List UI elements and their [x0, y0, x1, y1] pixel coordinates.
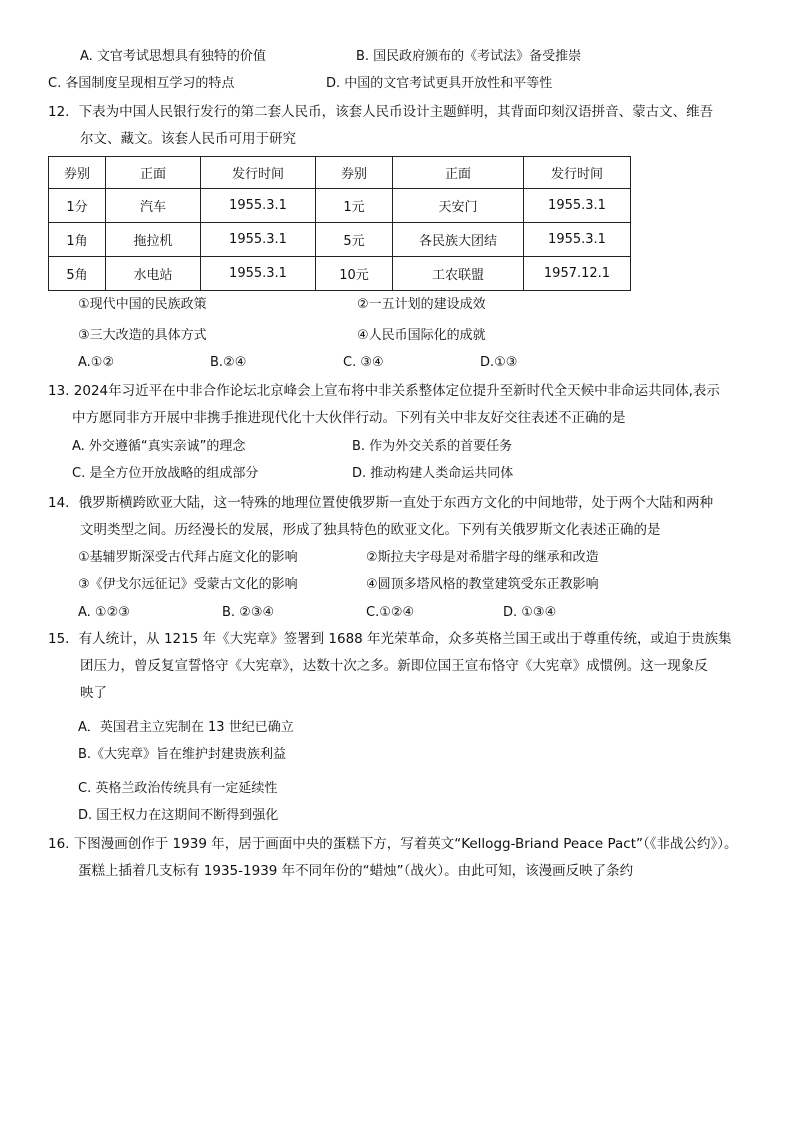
table-cell: 拖拉机 [106, 223, 201, 257]
q14-option-a: A. ①②③ [78, 605, 130, 620]
table-header-cell: 正面 [393, 157, 524, 189]
q11-option-a: A. 文官考试思想具有独特的价值 [80, 49, 266, 64]
q14-option-c: C.①②④ [366, 605, 415, 620]
table-cell: 1角 [49, 223, 106, 257]
table-header-cell: 券别 [49, 157, 106, 189]
q15-stem-line2: 团压力，曾反复宣誓恪守《大宪章》，达数十次之多。新即位国王宣布恪守《大宪章》成惯例。这一现象反 [80, 658, 708, 674]
q13-stem-line2: 中方愿同非方开展中非携手推进现代化十大伙伴行动。下列有关中非友好交往表述不正确的是 [72, 410, 626, 426]
table-cell: 1955.3.1 [524, 223, 631, 257]
q12-option-b: B.②④ [210, 355, 247, 370]
q14-stem-line2: 文明类型之间。历经漫长的发展，形成了独具特色的欧亚文化。下列有关俄罗斯文化表述正确的是 [80, 522, 661, 538]
q16-stem-line1: 16. 下图漫画创作于 1939 年，居于画面中央的蛋糕下方，写着英文“Kellogg-Briand Peace Pact”（《非战公约》）。 [48, 836, 738, 852]
q11-option-c: C. 各国制度呈现相互学习的特点 [48, 76, 235, 91]
q16-stem-line2: 蛋糕上插着几支标有 1935-1939 年不同年份的“蜡烛”（战火）。由此可知，该漫画反映了条约 [78, 863, 634, 879]
table-row [49, 223, 631, 257]
q14-item-3: ③《伊戈尔远征记》受蒙古文化的影响 [78, 577, 298, 592]
table-cell: 天安门 [393, 189, 524, 223]
q13-option-c: C. 是全方位开放战略的组成部分 [72, 466, 259, 481]
table-cell: 10元 [316, 257, 393, 291]
q11-option-d: D. 中国的文官考试更具开放性和平等性 [326, 76, 553, 91]
q13-option-d: D. 推动构建人类命运共同体 [352, 466, 514, 481]
q15-stem-line3: 映了 [80, 685, 107, 701]
q15-option-a: A．英国君主立宪制在 13 世纪已确立 [78, 720, 294, 735]
rmb-table [48, 156, 631, 291]
table-cell: 工农联盟 [393, 257, 524, 291]
q15-option-d: D. 国王权力在这期间不断得到强化 [78, 808, 279, 823]
table-cell: 1分 [49, 189, 106, 223]
table-cell: 5元 [316, 223, 393, 257]
q12-option-a: A.①② [78, 355, 115, 370]
table-header-cell: 正面 [106, 157, 201, 189]
table-cell: 1955.3.1 [524, 189, 631, 223]
q12-option-d: D.①③ [480, 355, 518, 370]
q14-item-4: ④圆顶多塔风格的教堂建筑受东正教影响 [366, 577, 599, 592]
q12-item-2: ②一五计划的建设成效 [357, 297, 486, 312]
table-cell: 1955.3.1 [201, 223, 316, 257]
table-header-cell: 券别 [316, 157, 393, 189]
table-cell: 1元 [316, 189, 393, 223]
q12-stem-line2: 尔文、藏文。该套人民币可用于研究 [80, 131, 296, 147]
table-header-cell: 发行时间 [524, 157, 631, 189]
q13-option-b: B. 作为外交关系的首要任务 [352, 439, 513, 454]
table-cell: 1957.12.1 [524, 257, 631, 291]
q12-option-c: C. ③④ [343, 355, 384, 370]
table-cell: 5角 [49, 257, 106, 291]
q13-stem-line1: 13. 2024年习近平在中非合作论坛北京峰会上宣布将中非关系整体定位提升至新时代全天候中非命运共同体,表示 [48, 383, 720, 399]
q15-option-b: B.《大宪章》旨在维护封建贵族利益 [78, 747, 287, 762]
q15-stem-line1: 15．有人统计，从 1215 年《大宪章》签署到 1688 年光荣革命，众多英格兰国王或出于尊重传统，或迫于贵族集 [48, 631, 732, 647]
q13-option-a: A. 外交遵循“真实亲诚”的理念 [72, 439, 246, 454]
q12-stem-line1: 12．下表为中国人民银行发行的第二套人民币，该套人民币设计主题鲜明，其背面印刻汉语拼音、蒙古文、维吾 [48, 104, 714, 120]
table-cell: 各民族大团结 [393, 223, 524, 257]
q15-option-c: C. 英格兰政治传统具有一定延续性 [78, 781, 278, 796]
table-cell: 汽车 [106, 189, 201, 223]
q12-item-1: ①现代中国的民族政策 [78, 297, 207, 312]
q14-item-2: ②斯拉夫字母是对希腊字母的继承和改造 [366, 550, 599, 565]
table-header-cell: 发行时间 [201, 157, 316, 189]
q11-option-b: B. 国民政府颁布的《考试法》备受推崇 [356, 49, 582, 64]
table-row [49, 257, 631, 291]
q12-item-4: ④人民币国际化的成就 [357, 328, 486, 343]
table-header-row [49, 157, 631, 189]
q14-stem-line1: 14．俄罗斯横跨欧亚大陆，这一特殊的地理位置使俄罗斯一直处于东西方文化的中间地带，处于两个大陆和两种 [48, 495, 714, 511]
table-row [49, 189, 631, 223]
q12-item-3: ③三大改造的具体方式 [78, 328, 207, 343]
table-cell: 水电站 [106, 257, 201, 291]
table-cell: 1955.3.1 [201, 189, 316, 223]
q14-option-d: D. ①③④ [503, 605, 557, 620]
q14-item-1: ①基辅罗斯深受古代拜占庭文化的影响 [78, 550, 298, 565]
q14-option-b: B. ②③④ [222, 605, 275, 620]
table-cell: 1955.3.1 [201, 257, 316, 291]
